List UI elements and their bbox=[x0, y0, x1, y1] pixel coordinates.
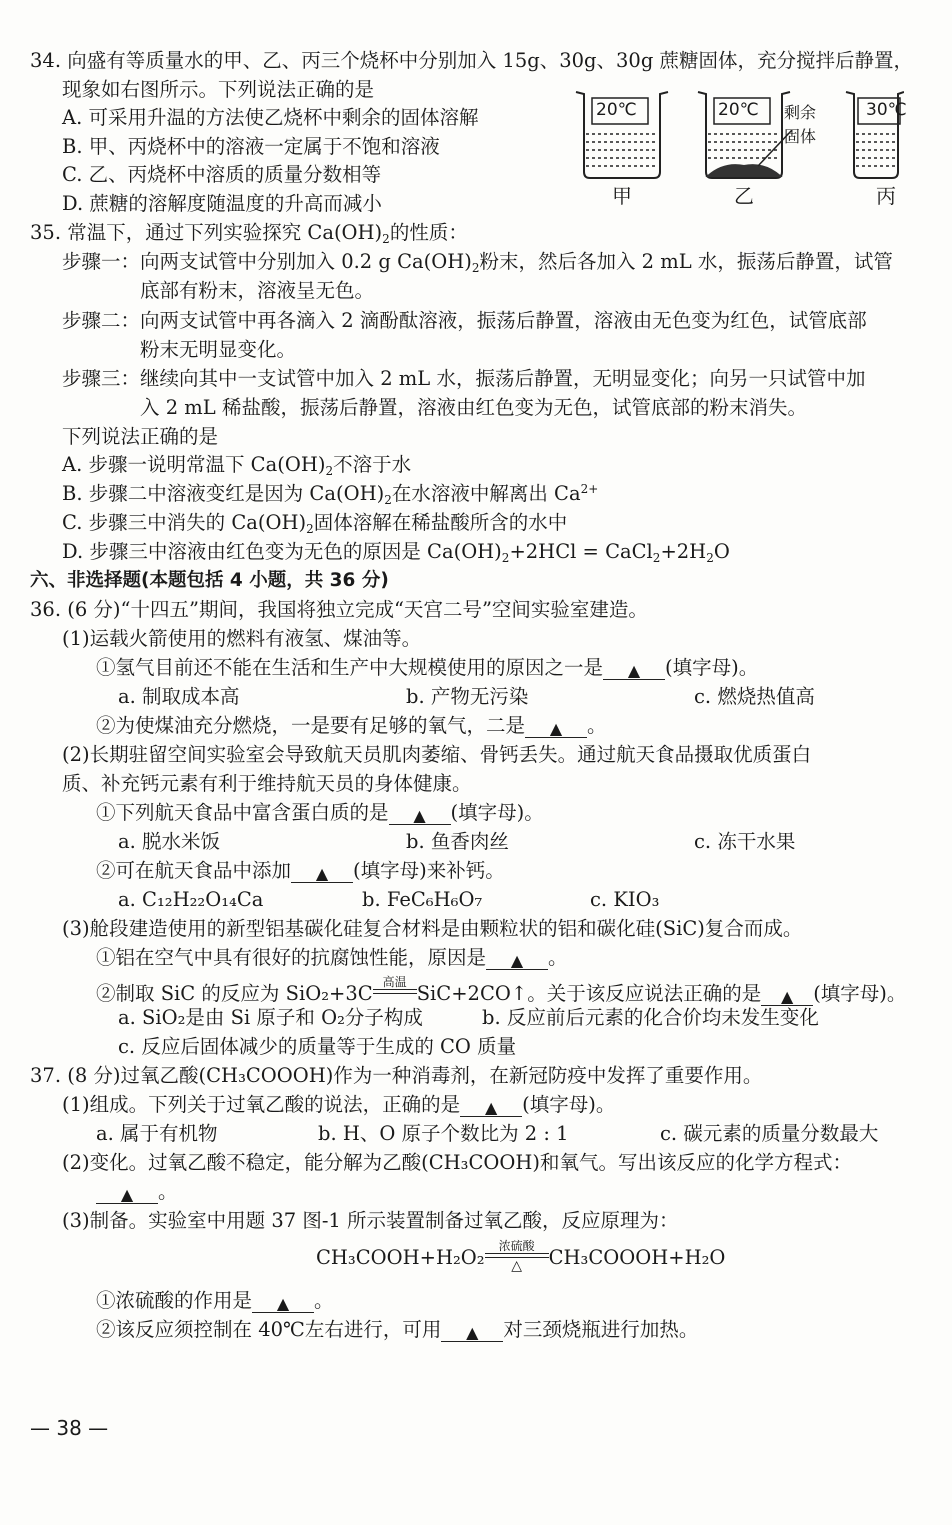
beaker-bing-label: 丙 bbox=[876, 184, 896, 208]
q36-part2-q1-option-c: c. 冻干水果 bbox=[694, 830, 796, 853]
q34-option-a: A. 可采用升温的方法使乙烧杯中剩余的固体溶解 bbox=[62, 106, 479, 129]
answer-blank[interactable]: ▲ bbox=[460, 1094, 522, 1117]
beaker-jia-label: 甲 bbox=[612, 184, 632, 208]
q34-stem-line2: 现象如右图所示。下列说法正确的是 bbox=[62, 78, 375, 101]
q35-step2-line1: 步骤二：向两支试管中再各滴入 2 滴酚酞溶液，振荡后静置，溶液由无色变为红色，试管底部 bbox=[62, 309, 867, 332]
q36-part2-q2: ②可在航天食品中添加 ▲ (填字母)来补钙。 bbox=[96, 859, 505, 883]
answer-blank[interactable]: ▲ bbox=[603, 657, 665, 680]
q34-stem-line1: 34. 向盛有等质量水的甲、乙、丙三个烧杯中分别加入 15g、30g、30g 蔗糖固体，充分搅拌后静置， bbox=[30, 49, 913, 72]
q36-part2-q2-option-b: b. FeC₆H₆O₇ bbox=[362, 888, 483, 911]
q36-part3-q2-option-b: b. 反应前后元素的化合价均未发生变化 bbox=[482, 1006, 819, 1029]
q36-part1: (1)运载火箭使用的燃料有液氢、煤油等。 bbox=[62, 627, 422, 650]
answer-blank[interactable]: ▲ bbox=[252, 1290, 314, 1313]
reaction-equals-sign: 高温 bbox=[373, 976, 417, 1009]
q34-option-b: B. 甲、丙烧杯中的溶液一定属于不饱和溶液 bbox=[62, 135, 440, 158]
q37-part1-option-b: b. H、O 原子个数比为 2 : 1 bbox=[318, 1122, 569, 1145]
q36-part2-q1-option-a: a. 脱水米饭 bbox=[118, 830, 221, 853]
answer-blank[interactable]: ▲ bbox=[761, 983, 813, 1006]
answer-blank[interactable]: ▲ bbox=[291, 860, 353, 883]
q37-part1-option-a: a. 属于有机物 bbox=[96, 1122, 218, 1145]
q36-part2-q2-option-a: a. C₁₂H₂₂O₁₄Ca bbox=[118, 888, 264, 911]
q36-part1-q1-option-b: b. 产物无污染 bbox=[406, 685, 529, 708]
q35-step1-line2: 底部有粉末，溶液呈无色。 bbox=[140, 279, 375, 302]
q35-step3-line1: 步骤三：继续向其中一支试管中加入 2 mL 水，振荡后静置，无明显变化；向另一只试管中加 bbox=[62, 367, 866, 390]
q35-option-c: C. 步骤三中消失的 $Ca(OH)_2$固体溶解在稀盐酸所含的水中 bbox=[62, 511, 568, 536]
answer-blank[interactable]: ▲ bbox=[96, 1181, 158, 1204]
q36-part2-line1: (2)长期驻留空间实验室会导致航天员肌肉萎缩、骨钙丢失。通过航天食品摄取优质蛋白 bbox=[62, 743, 812, 766]
q36-part3: (3)舱段建造使用的新型铝基碳化硅复合材料是由颗粒状的铝和碳化硅(SiC)复合而成。 bbox=[62, 917, 803, 940]
section-6-heading: 六、非选择题(本题包括 4 小题，共 36 分) bbox=[30, 570, 389, 591]
beaker-bing-temp: 30℃ bbox=[866, 100, 907, 120]
q35-step3-line2: 入 2 mL 稀盐酸，振荡后静置，溶液由红色变为无色，试管底部的粉末消失。 bbox=[140, 396, 807, 419]
q37-part1-option-c: c. 碳元素的质量分数最大 bbox=[660, 1122, 879, 1145]
q35-ask: 下列说法正确的是 bbox=[62, 425, 219, 448]
beaker-yi-label: 乙 bbox=[734, 184, 754, 208]
q37-part2: (2)变化。过氧乙酸不稳定，能分解为乙酸(CH₃COOH)和氧气。写出该反应的化学方程式： bbox=[62, 1151, 852, 1174]
q36-part1-q1-option-a: a. 制取成本高 bbox=[118, 685, 240, 708]
q34-option-d: D. 蔗糖的溶解度随温度的升高而减小 bbox=[62, 192, 382, 215]
q36-part2-line2: 质、补充钙元素有利于维持航天员的身体健康。 bbox=[62, 772, 472, 795]
q36-part1-q2: ②为使煤油充分燃烧，一是要有足够的氧气，二是 ▲ 。 bbox=[96, 714, 607, 738]
beaker-jia-temp: 20℃ bbox=[596, 100, 637, 120]
beaker-yi-note-line1: 剩余 bbox=[784, 103, 817, 122]
q37-reaction-equation: CH₃COOH+H₂O₂ 浓硫酸 △ CH₃COOOH+H₂O bbox=[316, 1239, 726, 1274]
q36-part3-q2: ②制取 SiC 的反应为 SiO₂+3C 高温 SiC+2CO↑。关于该反应说法正确的是 ▲ (填字母)。 bbox=[96, 976, 906, 1009]
q35-option-a: A. 步骤一说明常温下 $Ca(OH)_2$不溶于水 bbox=[62, 453, 412, 478]
q37-part2-answer: ▲ 。 bbox=[96, 1179, 178, 1205]
q35-step1-line1: 步骤一：向两支试管中分别加入 0.2 g $Ca(OH)_2$粉末，然后各加入 2 mL 水，振荡后静置，试管 bbox=[62, 250, 893, 275]
q36-part2-q1: ①下列航天食品中富含蛋白质的是 ▲ (填字母)。 bbox=[96, 801, 544, 825]
beaker-yi-temp: 20℃ bbox=[718, 100, 759, 120]
q35-stem: 35. 常温下，通过下列实验探究 $Ca(OH)_2$的性质： bbox=[30, 221, 468, 246]
answer-blank[interactable]: ▲ bbox=[486, 947, 548, 970]
beaker-yi-note-line2: 固体 bbox=[784, 127, 817, 146]
q36-part2-q2-option-c: c. KIO₃ bbox=[590, 888, 660, 911]
q37-part3-q2: ②该反应须控制在 40℃左右进行，可用 ▲ 对三颈烧瓶进行加热。 bbox=[96, 1318, 699, 1342]
reaction-condition-arrow: 浓硫酸 △ bbox=[485, 1240, 549, 1273]
q35-option-d: D. 步骤三中溶液由红色变为无色的原因是 $Ca(OH)_2+2HCl$ = $CaCl_2+2H_2O$ bbox=[62, 540, 730, 565]
q36-part2-q1-option-b: b. 鱼香肉丝 bbox=[406, 830, 509, 853]
q36-part3-q2-option-c: c. 反应后固体减少的质量等于生成的 CO 质量 bbox=[118, 1035, 517, 1058]
q35-option-b: B. 步骤二中溶液变红是因为 $Ca(OH)_2$在水溶液中解离出 $Ca^{2+}$ bbox=[62, 482, 599, 507]
q36-part1-q1: ①氢气目前还不能在生活和生产中大规模使用的原因之一是 ▲ (填字母)。 bbox=[96, 656, 759, 680]
q36-stem: 36. (6 分)“十四五”期间，我国将独立完成“天宫二号”空间实验室建造。 bbox=[30, 598, 648, 621]
page-number: — 38 — bbox=[30, 1416, 109, 1440]
q37-stem: 37. (8 分)过氧乙酸(CH₃COOOH)作为一种消毒剂，在新冠防疫中发挥了重要作用。 bbox=[30, 1064, 763, 1087]
q37-part3-q1: ①浓硫酸的作用是 ▲ 。 bbox=[96, 1289, 334, 1313]
answer-blank[interactable]: ▲ bbox=[441, 1319, 503, 1342]
q35-step2-line2: 粉末无明显变化。 bbox=[140, 338, 297, 361]
q36-part1-q1-option-c: c. 燃烧热值高 bbox=[694, 685, 815, 708]
answer-blank[interactable]: ▲ bbox=[389, 802, 451, 825]
answer-blank[interactable]: ▲ bbox=[525, 715, 587, 738]
q36-part3-q2-option-a: a. SiO₂是由 Si 原子和 O₂分子构成 bbox=[118, 1006, 423, 1029]
q37-part3: (3)制备。实验室中用题 37 图-1 所示装置制备过氧乙酸，反应原理为： bbox=[62, 1209, 679, 1232]
q36-part3-q1: ①铝在空气中具有很好的抗腐蚀性能，原因是 ▲ 。 bbox=[96, 946, 568, 970]
q37-part1: (1)组成。下列关于过氧乙酸的说法，正确的是 ▲ (填字母)。 bbox=[62, 1093, 616, 1117]
q34-option-c: C. 乙、丙烧杯中溶质的质量分数相等 bbox=[62, 163, 382, 186]
